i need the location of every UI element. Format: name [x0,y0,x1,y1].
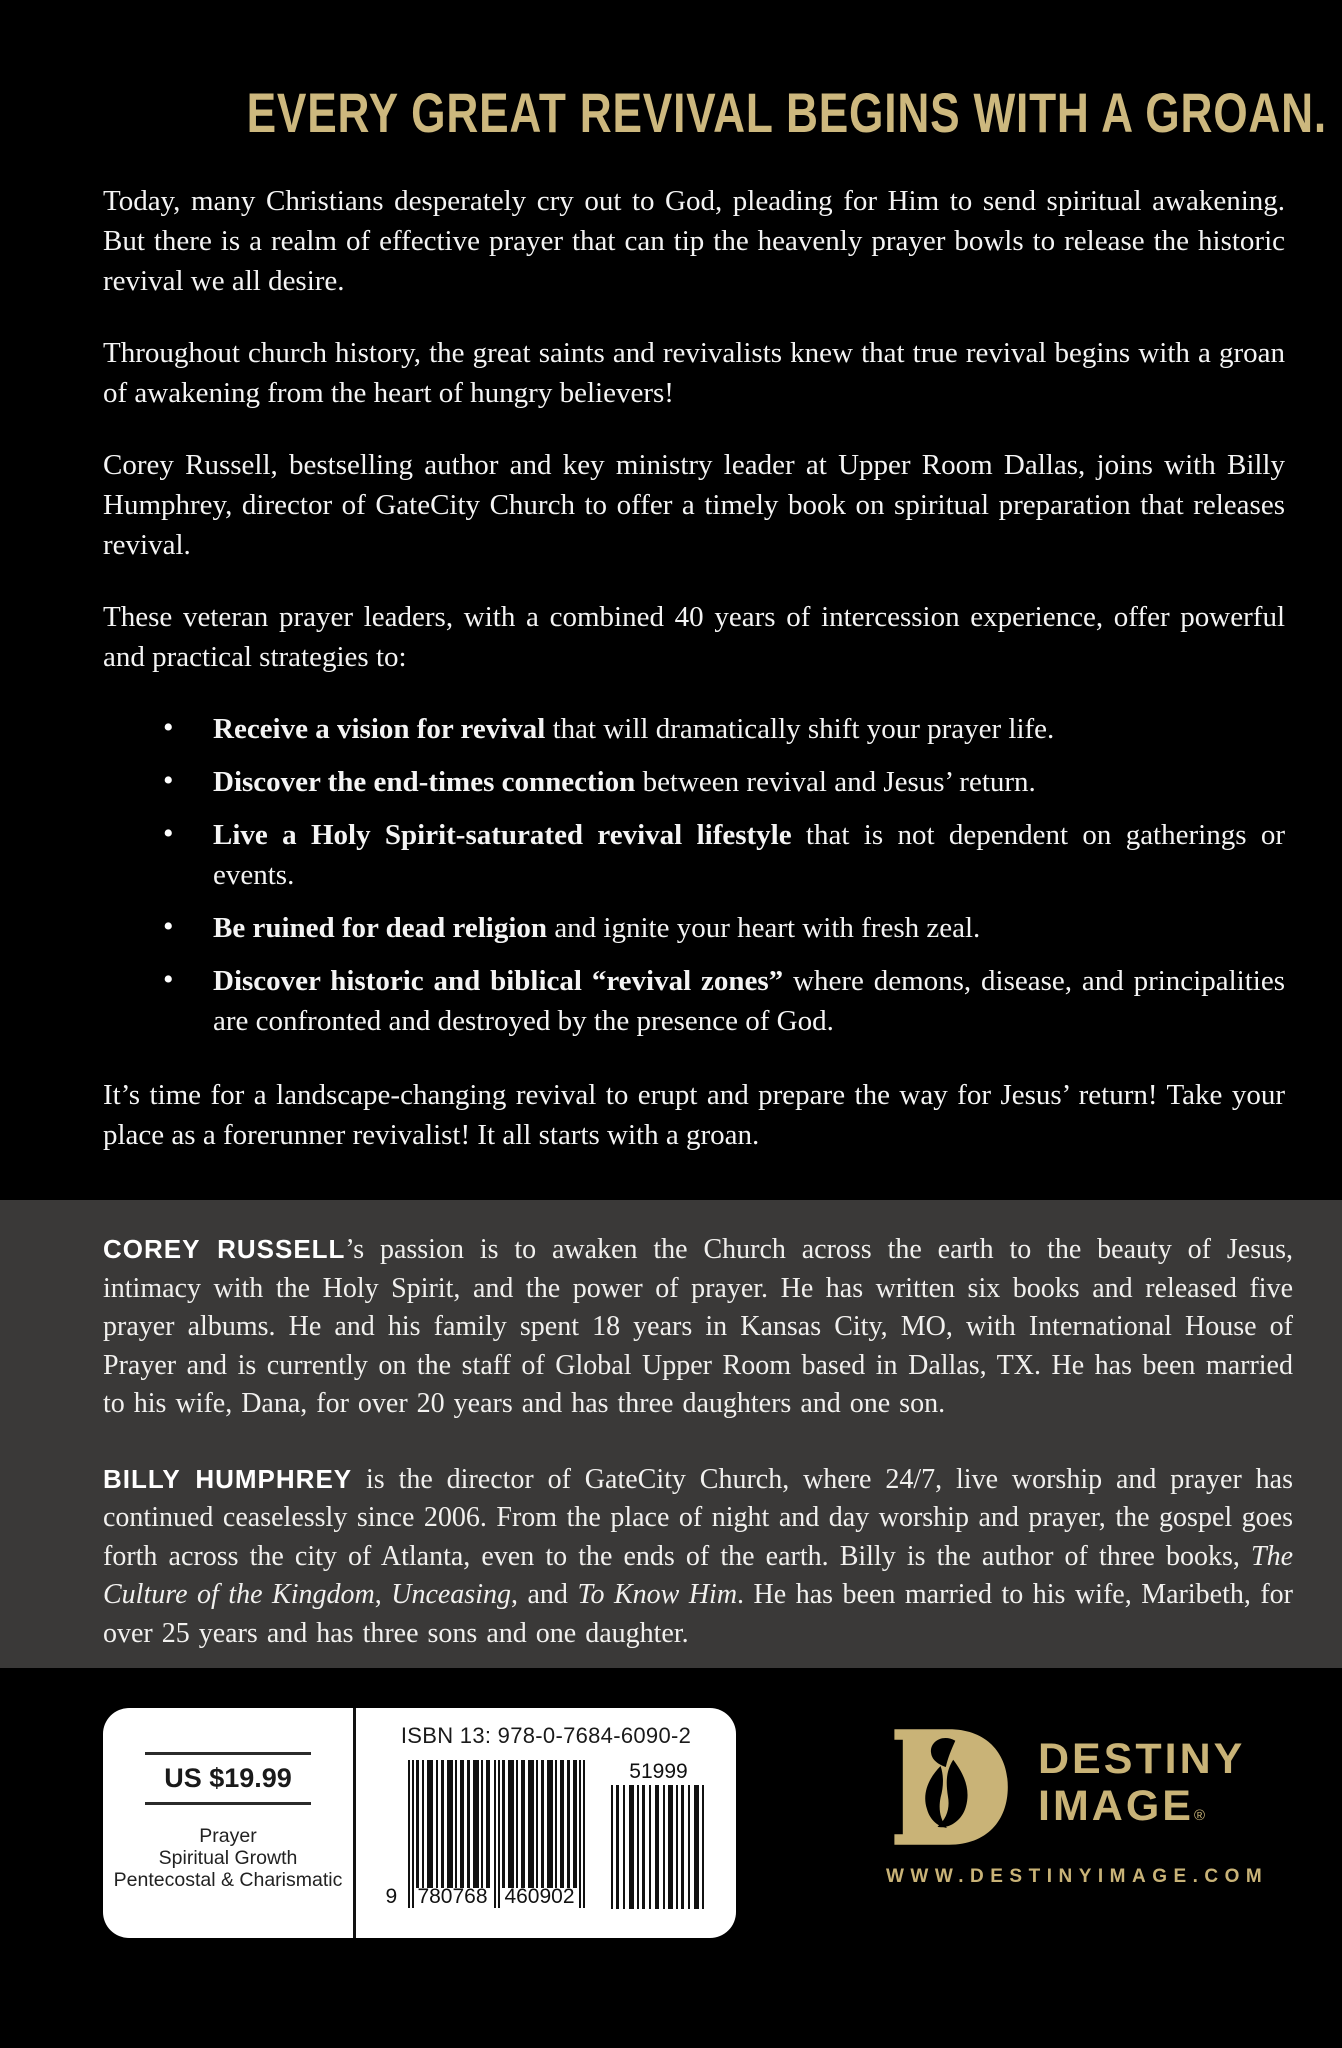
book-title: The Culture of the Kingdom [103,1540,1293,1610]
list-item [161,762,1285,802]
author-name: BILLY HUMPHREY [103,1463,353,1494]
bio-corey-russell [103,1230,1293,1424]
list-item-lead: Receive a vision for revival [213,713,546,745]
ean-digit-group: 460902 [504,1885,575,1908]
list-item-text: that will dramatically shift your prayer life. [545,713,1055,745]
list-item-lead: Discover historic and biblical “revival zones” [213,965,784,997]
closing-paragraph: It’s time for a landscape-changing revival to erupt and prepare the way for Jesus’ return! Take your place as a forerunner revivalist! It all starts with a groan. [103,1079,1285,1151]
publisher-block [886,1726,1306,1888]
author-name: COREY RUSSELL [103,1234,346,1264]
list-item-text: and ignite your heart with fresh zeal. [547,912,981,944]
barcode-panel [103,1708,736,1938]
bio-text: is the director of GateCity Church, where 24/7, live worship and prayer has continued ceaselessly since 2006. From the place of night and day worship and prayer, the gospel goes forth across the city of Atlanta, even to the ends of the earth. Billy is the author of three books, [103,1463,1293,1572]
list-item-text: that is not dependent on gatherings or events. [213,819,1285,891]
category: Spiritual Growth [158,1847,298,1869]
addon-code: 51999 [629,1760,688,1783]
list-item-lead: Be ruined for dead religion [213,912,548,944]
category: Pentecostal & Charismatic [113,1869,343,1891]
publisher-website: WWW.DESTINYIMAGE.COM [886,1866,1269,1887]
list-item [161,908,1285,948]
list-item-text: where demons, disease, and principalities are confronted and destroyed by the presence of God. [213,965,1285,1037]
publisher-word: DESTINY [1038,1734,1246,1783]
synopsis-paragraph: These veteran prayer leaders, with a combined 40 years of intercession experience, offer powerful and practical strategies to: [103,601,1285,673]
list-item [161,961,1285,1041]
bio-text: ’s passion is to awaken the Church across the earth to the beauty of Jesus, intimacy with the Holy Spirit, and the power of prayer. He has written six books and released five prayer albums. He and his family spent 18 years in Kansas City, MO, with International House of Prayer and is currently on the staff of Global Upper Room based in Dallas, TX. He has been married to his wife, Dana, for over 20 years and has three daughters and one son. [103,1234,1293,1419]
isbn-label: ISBN 13: 978-0-7684-6090-2 [400,1723,692,1748]
bio-text: . He has been married to his wife, Maribeth, for over 25 years and has three sons and one daughter. [103,1579,1294,1649]
book-title: Unceasing [391,1579,511,1610]
publisher-wordmark [1038,1736,1245,1839]
divider [145,1752,311,1755]
publisher-logo [886,1726,1306,1848]
list-item-lead: Live a Holy Spirit-saturated revival lifestyle [213,819,792,851]
price-label: US $19.99 [164,1763,292,1793]
divider [145,1802,311,1805]
list-item [161,709,1285,749]
synopsis-paragraph: Corey Russell, bestselling author and key ministry leader at Upper Room Dallas, joins with Billy Humphrey, director of GateCity Church to offer a timely book on spiritual preparation that releases revival. [103,449,1285,561]
headline [103,80,1327,145]
barcode-row [386,1760,707,1910]
ean-digit-group: 780768 [417,1885,488,1908]
headline-text: EVERY GREAT REVIVAL BEGINS WITH A GROAN. [246,81,1327,144]
ean-digit-prefix: 9 [385,1885,398,1908]
synopsis-paragraph: Throughout church history, the great saints and revivalists knew that true revival begins with a groan of awakening from the heart of hungry believers! [103,337,1285,409]
barcode-bars-icon [611,1785,707,1909]
destiny-image-flame-d-icon [886,1726,1012,1848]
addon-barcode [611,1760,707,1910]
book-title: To Know Him [577,1579,738,1610]
benefit-list [161,709,1285,1041]
publisher-word: IMAGE® [1038,1781,1206,1830]
registered-mark: ® [1193,1806,1206,1824]
list-item-text: between revival and Jesus’ return. [635,766,1036,798]
synopsis-paragraph: Today, many Christians desperately cry out to God, pleading for Him to send spiritual awakening. But there is a realm of effective prayer that can tip the heavenly prayer bowls to release the historic revival we all desire. [103,185,1285,297]
author-bio-section [0,1200,1342,1668]
category: Prayer [199,1825,257,1847]
price-column [103,1708,353,1938]
isbn-column [356,1708,736,1938]
ean-barcode [385,1760,587,1910]
list-item-lead: Discover the end-times connection [213,766,636,798]
footer-section [0,1668,1342,2048]
bio-billy-humphrey: BILLY HUMPHREY is the director of GateCity Church, where 24/7, live worship and prayer has continued ceaselessly since 2006. From the place of night and day worship and prayer, the gospel goes forth across the city of Atlanta, even to the ends of the earth. Billy is the author of three books, The Culture of the Kingdom, Unceasing, and To Know Him. He has been married to his wife, Maribeth, for over 25 years and has three sons and one daughter. [103,1463,1294,1649]
list-item [161,815,1285,895]
category-list [114,1825,343,1891]
